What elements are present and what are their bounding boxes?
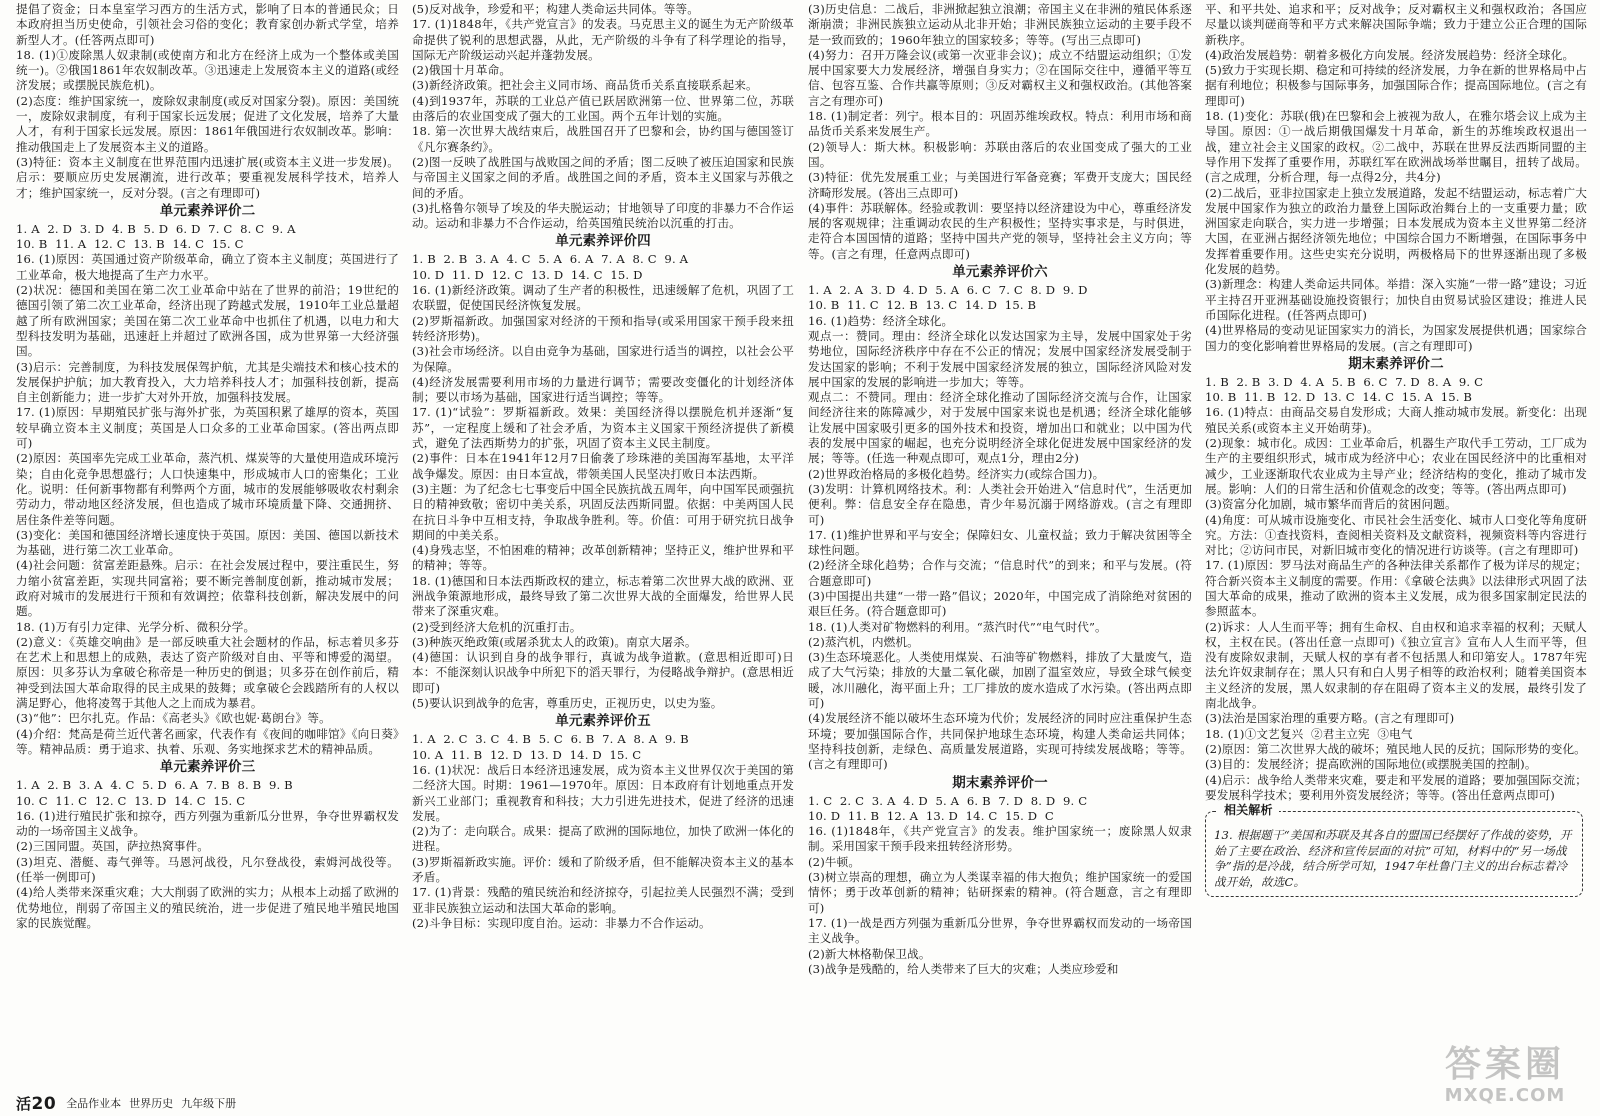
answer-paragraph: (3)特征：优先发展重工业；与美国进行军备竞赛；军费开支庞大；国民经济畸形发展。(答出三点即可) [808,170,1192,200]
answer-paragraph: 18. (1)制定者：列宁。根本目的：巩固苏维埃政权。特点：利用市场和商品货币关系来发展生产。 [808,109,1192,139]
answer-paragraph: (2)诉求：人人生而平等；拥有生命权、自由权和追求幸福的权利；天赋人权，主权在民。(答出任意一点即可)《独立宣言》宣布人人生而平等，但没有废除奴隶制，天赋人权的享有者不包括黑人和印第安人。1787年宪法允许奴隶制存在；黑人只有和白人男子相等的政治权利；随着美国资本主义经济的发展，黑人奴隶制的存在阻碍了资本主义的发展，最终引发了南北战争。 [1205,619,1587,711]
page-prefix: 活 [16,1094,32,1113]
grade-name: 九年级下册 [181,1097,237,1110]
answer-paragraph: (4)启示：战争给人类带来灾难，要走和平发展的道路；要加强国际交流；要发展科学技术；要利用外资发展经济；等等。(答出任意两点即可) [1205,772,1587,802]
answer-paragraph: 16. (1)原因：英国通过资产阶级革命，确立了资本主义制度；英国进行了工业革命，极大地提高了生产力水平。 [16,252,399,282]
answer-paragraph: (3)新经济政策。把社会主义同市场、商品货币关系直接联系起来。 [412,78,758,93]
page-number [16,1093,56,1114]
answer-paragraph: 17. (1)“试验”：罗斯福新政。效果：美国经济得以摆脱危机并逐渐“复苏”，一定程度上缓和了社会矛盾，为资本主义国家干预经济提供了新模式，避免了法西斯势力的扩张，巩固了资本主义民主制度。 [412,405,794,451]
answer-paragraph: (2)意义：《英雄交响曲》是一部反映重大社会题材的作品，标志着贝多芬在艺术上和思想上的成熟，表达了资产阶级对自由、平等和博爱的渴望。原因：贝多芬认为拿破仑称帝是一种历史的倒退；贝多芬在创作前后，精神受到法国大革命取得的民主成果的鼓舞；或拿破仑会践踏所有的人权以满足野心，他将凌驾于其他人之上而成为暴君。 [16,634,399,711]
answer-paragraph: 18. 第一次世界大战结束后，战胜国召开了巴黎和会，协约国与德国签订《凡尔赛条约》。 [412,124,794,154]
answer-paragraph: (2)斗争目标：实现印度自治。运动：非暴力不合作运动。 [412,915,711,930]
answer-paragraph: 1. B 2. B 3. D 4. A 5. B 6. C 7. D 8. A 9. C [1205,374,1484,389]
answer-paragraph: 观点二：不赞同。理由：经济全球化推动了国际经济交流与合作，让国家间经济往来的陈障减少，对于发展中国家来说也是机遇；经济全球化能够让发展中国家吸引更多的国外技术和投资，增加出口和就业；以中国为代表的发展中国家的崛起，也充分说明经济全球化促进发展中国家经济的发展；等等。(任选一种观点即可，观点1分，理由2分) [808,390,1192,466]
answer-paragraph: 18. (1)①废除黑人奴隶制(或使南方和北方在经济上成为一个整体或美国统一)。②俄国1861年农奴制改革。③迅速走上发展资本主义的道路(或经济发展；或摆脱民族危机)。 [16,47,399,93]
answer-paragraph: (3)主题：为了纪念七七事变后中国全民族抗战五周年，向中国军民顽强抗日的精神致敬；密切中美关系，巩固反法西斯同盟。依据：中美两国人民在抗日斗争中互相支持，争取战争胜利。等。价值：可用于研究抗日战争期间的中美关系。 [412,481,794,542]
answer-paragraph: (3)中国提出共建“一带一路”倡议；2020年，中国完成了消除绝对贫困的艰巨任务。(符合题意即可) [808,588,1192,619]
answer-paragraph: (2)经济全球化趋势；合作与交流；“信息时代”的到来；和平与发展。(符合题意即可) [808,558,1192,588]
answer-paragraph: (2)牛顿。 [808,854,861,869]
answer-paragraph: 18. (1)①文艺复兴 ②君主立宪 ③电气 [1205,726,1413,741]
answer-paragraph: (4)努力：召开万隆会议(或第一次亚非会议)；成立不结盟运动组织；①发展中国家要大力发展经济，增强自身实力；②在国际交往中，遵循平等互信、包容互鉴、合作共赢等原则；③反对霸权主义和强权政治。(其他答案言之有理亦可) [808,47,1192,108]
answer-paragraph: (4)角度：可从城市设施变化、市民社会生活变化、城市人口变化等角度研究。方法：①查找资料，查阅相关资料及文献资料，视频资料等内容进行对比；②访问市民，对新旧城市变化的情况进行访谈等。(言之有理即可) [1205,512,1587,558]
answer-paragraph: (2)态度：维护国家统一，废除奴隶制度(或反对国家分裂)。原因：美国统一，废除奴隶制度，有利于国家长远发展；促进了文化发展，培养了大量人才，有利于国家长远发展。原因：1861年俄国进行农奴制改革。影响：推动俄国走上了发展资本主义的道路。 [16,93,399,154]
answer-paragraph: 10. D 11. B 12. A 13. D 14. C 15. D C [808,808,1054,823]
answer-column-1 [16,2,399,1087]
answer-paragraph: (3)历史信息：二战后，非洲掀起独立浪潮；帝国主义在非洲的殖民体系逐渐崩溃；非洲民族独立运动从北非开始；非洲民族独立运动的主要手段不是一致而致的；1960年独立的国家较多；等等。(写出三点即可) [808,2,1192,47]
answer-paragraph: (2)原因：英国率先完成工业革命，蒸汽机、煤炭等的大量使用造成环境污染；自由化竞争思想盛行；人口快速集中，形成城市人口的密集化；工业化。说明：任何新事物都有利弊两个方面，城市的发展能够吸收农村剩余劳动力，带动地区经济发展，但也造成了城市环境质量下降、交通拥挤、居住条件差等问题。 [16,451,399,527]
answer-paragraph: (3)社会市场经济。以自由竞争为基础，国家进行适当的调控，以社会公平为保障。 [412,344,794,374]
answer-paragraph: 1. A 2. D 3. D 4. B 5. D 6. D 7. C 8. C 9. A [16,221,296,236]
answer-paragraph: 16. (1)特点：由商品交易自发形成；大商人推动城市发展。新变化：出现殖民关系(或资本主义开始萌芽)。 [1205,405,1587,435]
answer-paragraph: 17. (1)1848年，《共产党宣言》的发表。马克思主义的诞生为无产阶级革命提供了锐利的思想武器，从此，无产阶级的斗争有了科学理论的指导，国际无产阶级运动兴起并蓬勃发展。 [412,17,794,62]
answer-paragraph: 17. (1)原因：早期殖民扩张与海外扩张，为英国积累了雄厚的资本，英国较早确立资本主义制度；英国是人口众多的工业革命国家。(答出两点即可) [16,405,399,451]
answer-paragraph: (2)世界政治格局的多极化趋势。经济实力(或综合国力)。 [808,466,1105,481]
answer-column-3 [808,2,1192,1087]
answer-paragraph: (3)战争是残酷的，给人类带来了巨大的灾难；人类应珍爱和 [808,961,1119,976]
answer-paragraph: (4)政治发展趋势：朝着多极化方向发展。经济发展趋势：经济全球化。 [1205,47,1575,62]
answer-paragraph: 16. (1)进行殖民扩张和掠夺，西方列强为重新瓜分世界，争夺世界霸权发动的一场帝国主义战争。 [16,808,399,839]
answer-paragraph: 10. B 11. C 12. B 13. C 14. D 15. B [808,298,1037,313]
answer-paragraph: (5)反对战争，珍爱和平；构建人类命运共同体。等等。 [412,2,699,16]
answer-paragraph: 16. (1)趋势：经济全球化。 [808,313,954,328]
answer-paragraph: 16. (1)状况：战后日本经济迅速发展，成为资本主义世界仅次于美国的第二经济大国。时期：1961—1970年。原因：日本政府有计划地重点开发新兴工业部门；重视教育和科技；大力引进先进技术，促进了经济的迅速发展。 [412,762,794,823]
page-number-value: 20 [31,1093,57,1114]
answer-paragraph: 1. A 2. A 3. D 4. D 5. A 6. C 7. C 8. D 9. D [808,283,1088,298]
page-footer [16,1094,244,1112]
answer-paragraph: 18. (1)德国和日本法西斯政权的建立，标志着第二次世界大战的欧洲、亚洲战争策源地形成，最终导致了第二次世界大战的全面爆发，给世界人民带来了深重灾难。 [412,573,794,619]
answer-paragraph: (3)新理念：构建人类命运共同体。举措：深入实施“一带一路”建设；习近平主持召开亚洲基础设施投资银行；加快自由贸易试验区建设；推进人民币国际化进程。(任答两点即可) [1205,277,1587,322]
section-heading: 单元素养评价二 [159,202,256,219]
answer-paragraph: (3)生态环境恶化。人类使用煤炭、石油等矿物燃料，排放了大量废气，造成了大气污染；排放的大量二氧化碳，加剧了温室效应，导致全球气候变暖，冰川融化，海平面上升；工厂排放的废水造成了水污染。(答出两点即可) [808,650,1192,711]
answer-paragraph: (4)介绍：梵高是荷兰近代著名画家，代表作有《夜间的咖啡馆》《向日葵》等。精神品质：勇于追求、执着、乐观、务实地探求艺术的精神品质。 [16,726,399,756]
answer-paragraph: (2)事件：日本在1941年12月7日偷袭了珍珠港的美国海军基地，太平洋战争爆发。原因：由日本宣战，带领美国人民坚决打败日本法西斯。 [412,451,794,481]
answer-paragraph: 17. (1)一战是西方列强为重新瓜分世界，争夺世界霸权而发动的一场帝国主义战争。 [808,915,1192,946]
answer-paragraph: 1. A 2. C 3. C 4. B 5. C 6. B 7. A 8. A 9. B [412,732,689,747]
answer-paragraph: (2)领导人：斯大林。积极影响：苏联由落后的农业国变成了强大的工业国。 [808,139,1192,169]
answer-paragraph: 提倡了资金；日本皇室学习西方的生活方式，影响了日本的普通民众；日本政府担当历史使命，引领社会习俗的变化；教育家创办新式学堂，培养新型人才。(任答两点即可) [16,2,399,47]
answer-paragraph: (3)扎格鲁尔领导了埃及的华夫脱运动；甘地领导了印度的非暴力不合作运动。运动和非暴力不合作运动，给英国殖民统治以沉重的打击。 [412,200,794,231]
answer-paragraph: 18. (1)变化：苏联(俄)在巴黎和会上被视为敌人，在雅尔塔会议上成为主导国。原因：①一战后期俄国爆发十月革命，新生的苏维埃政权退出一战，建立社会主义国家的政权。②二战中，苏联在世界反法西斯同盟的主导作用下发挥了重要作用，苏联红军在欧洲战场举世瞩目，扭转了战局。(言之成理，分析合理，每一点得2分，共4分) [1205,109,1587,185]
answer-paragraph: (2)原因：第二次世界大战的破坏；殖民地人民的反抗；国际形势的变化。 [1205,741,1586,756]
answer-paragraph: 18. (1)人类对矿物燃料的利用。“蒸汽时代”“电气时代”。 [808,619,1107,634]
answer-column-2 [412,2,794,1087]
answer-paragraph: 1. B 2. B 3. A 4. C 5. A 6. A 7. A 8. C 9. A [412,252,689,267]
answer-paragraph: (4)德国：认识到自身的战争罪行，真诚为战争道歉。(意思相近即可)日本：不能深刻认识战争中所犯下的滔天罪行，为侵略战争辩护。(意思相近即可) [412,650,794,695]
section-heading: 单元素养评价四 [555,233,651,250]
analysis-note-text: 13. 根据题干“美国和苏联及其各自的盟国已经摆好了作战的姿势，开始了主要在政治、经济和宣传层面的对抗”可知，材料中的“另一场战争”指的是冷战，结合所学可知，1947年杜鲁门主义的出台标志着冷战开始，故选C。 [1214,828,1572,889]
answer-paragraph: (3)特征：资本主义制度在世界范围内迅速扩展(或资本主义进一步发展)。启示：要顺应历史发展潮流，进行改革；要重视发展科学技术，培养人才；维护国家统一，反对分裂。(言之有理即可) [16,154,399,200]
answer-paragraph: (2)图一反映了战胜国与战败国之间的矛盾；图二反映了被压迫国家和民族与帝国主义国家之间的矛盾。战胜国之间的矛盾，资本主义国家与苏俄之间的矛盾。 [412,154,794,200]
answer-paragraph: (4)社会问题：贫富差距悬殊。启示：在社会发展过程中，要注重民生，努力缩小贫富差距，实现共同富裕；要不断完善制度创新，推动城市发展；政府对城市的发展进行干预和有效调控；依靠科技创新，解决发展中的问题。 [16,558,399,619]
answer-paragraph: (3)罗斯福新政实施。评价：缓和了阶级矛盾，但不能解决资本主义的基本矛盾。 [412,854,794,885]
answer-paragraph: 17. (1)原因：罗马法对商品生产的各种法律关系都作了极为详尽的规定；符合新兴资本主义制度的需要。作用：《拿破仑法典》以法律形式巩固了法国大革命的成果，推动了欧洲的资本主义发展，成为很多国家制定民法的参照蓝本。 [1205,558,1587,619]
answer-paragraph: (2)三国同盟。英国，萨拉热窝事件。 [16,839,210,854]
answer-paragraph: (4)经济发展需要利用市场的力量进行调节；需要改变僵化的计划经济体制；要以市场为基础，国家进行适当调控；等等。 [412,374,794,405]
answer-paragraph: (4)世界格局的变动见证国家实力的消长，为国家发展提供机遇；国家综合国力的变化影响着世界格局的发展。(言之有理即可) [1205,323,1587,353]
answer-paragraph: 10. B 11. B 12. D 13. C 14. C 15. A 15. B [1205,390,1473,405]
answer-paragraph: (2)蒸汽机，内燃机。 [808,634,919,649]
answer-paragraph: (2)二战后，亚非拉国家走上独立发展道路，发起不结盟运动，标志着广大发展中国家作为独立的政治力量登上国际政治舞台上的一支重要力量；欧洲国家走向联合，实力进一步增强；日本发展成为资本主义世界第二经济大国，在亚洲占据经济领先地位；中国综合国力不断增强，在国际事务中发挥着重要作用。这些史实充分说明，两极格局下的世界逐渐出现了多极化发展的趋势。 [1205,185,1587,277]
answer-paragraph: 16. (1)1848年，《共产党宣言》的发表。维护国家统一；废除黑人奴隶制。采用国家干预手段来扭转经济形势。 [808,824,1192,854]
answer-paragraph: 10. A 11. B 12. D 13. D 14. D 15. C [412,747,642,762]
answer-paragraph: (2)罗斯福新政。加强国家对经济的干预和指导(或采用国家干预手段来扭转经济形势)。 [412,313,794,343]
answer-paragraph: 10. B 11. A 12. C 13. B 14. C 15. C [16,237,244,252]
analysis-note-title: 相关解析 [1218,803,1279,819]
answer-paragraph: (3)目的：发展经济；提高欧洲的国际地位(或摆脱美国的控制)。 [1205,757,1537,772]
watermark-en: MXQE.COM [1444,1085,1566,1106]
section-heading: 期末素养评价二 [1348,355,1444,372]
watermark-cn: 答案圈 [1444,1044,1565,1085]
answer-paragraph: (2)状况：德国和美国在第二次工业革命中站在了世界的前沿；19世纪的德国引领了第二次工业革命，经济出现了跨越式发展，1910年工业总量超越了所有欧洲国家；美国在第二次工业革命中也抓住了机遇，以电力和大型科技发明为基础，迅速赶上并超过了欧洲各国，成为世界第一大经济强国。 [16,283,399,359]
answer-paragraph: 观点一：赞同。理由：经济全球化以发达国家为主导，发展中国家处于劣势地位，国际经济秩序中存在不公正的情况；发展中国家经济发展受制于发达国家的影响；不利于发展中国家经济发展的独立，国际经济风险对发展中国家的发展的影响进一步加大；等等。 [808,328,1192,389]
answer-paragraph: 10. D 11. D 12. C 13. D 14. C 15. D [412,267,643,282]
answer-paragraph: (4)身残志坚，不怕困难的精神；改革创新精神；坚持正义，维护世界和平的精神；等等。 [412,543,794,573]
answer-paragraph: (2)受到经济大危机的沉重打击。 [412,619,582,634]
section-heading: 单元素养评价五 [555,713,651,730]
answer-paragraph: (3)“他”：巴尔扎克。作品：《高老头》《欧也妮·葛朗台》等。 [16,711,331,726]
section-heading: 单元素养评价六 [952,264,1048,281]
answer-paragraph: (3)资富分化加剧，城市繁华而背后的贫困问题。 [1205,497,1457,512]
section-heading: 单元素养评价三 [159,759,256,776]
answer-column-4 [1205,2,1587,1087]
answer-paragraph: (3)启示：完善制度，为科技发展保驾护航，尤其是尖端技术和核心技术的发展保护护航；加大教育投入，大力培养科技人才；加强科技创新，提高自主创新能力；进一步扩大对外开放，加强科技发展。 [16,359,399,405]
answer-paragraph: 16. (1)新经济政策。调动了生产者的积极性，迅速缓解了危机，巩固了工农联盟，促使国民经济恢复发展。 [412,283,794,313]
answer-paragraph: 17. (1)维护世界和平与安全；保障妇女、儿童权益；致力于解决贫困等全球性问题。 [808,527,1192,558]
answer-paragraph: (4)发展经济不能以破坏生态环境为代价；发展经济的同时应注重保护生态环境；要加强国际合作，共同保护地球生态环境，构建人类命运共同体；坚持科技创新，走绿色、高质量发展道路，实现可持续发展战略；等等。(言之有理即可) [808,711,1192,772]
answer-paragraph: (4)给人类带来深重灾难；大大削弱了欧洲的实力；从根本上动摇了欧洲的优势地位，削弱了帝国主义的殖民统治，进一步促进了殖民地半殖民地国家的民族觉醒。 [16,885,399,930]
section-heading: 期末素养评价一 [952,774,1048,791]
answer-paragraph: (3)树立崇高的理想，确立为人类谋幸福的伟大抱负；维护国家统一的爱国情怀；勇于改革创新的精神；钻研探索的精神。(符合题意，言之有理即可) [808,870,1192,915]
answer-paragraph: (3)发明：计算机网络技术。利：人类社会开始进入“信息时代”，生活更加便利。弊：信息安全存在隐患，青少年易沉溺于网络游戏。(言之有理即可) [808,481,1192,527]
answer-paragraph: (3)种族灭绝政策(或屠杀犹太人的政策)。南京大屠杀。 [412,634,697,649]
answer-paragraph: (4)事件：苏联解体。经验或教训：要坚持以经济建设为中心，尊重经济发展的客观规律；注重调动农民的生产积极性；坚持实事求是，与时俱进，走符合本国国情的道路；坚持中国共产党的领导，坚持社会主义方向；等等。(言之有理，任意两点即可) [808,200,1192,261]
answer-paragraph: (3)坦克、潜艇、毒气弹等。马恩河战役，凡尔登战役，索姆河战役等。(任举一例即可) [16,854,399,885]
answer-paragraph: (2)新大林格勒保卫战。 [808,946,931,961]
answer-paragraph: 17. (1)背景：残酷的殖民统治和经济掠夺，引起拉美人民强烈不满；受到亚非民族独立运动和法国大革命的影响。 [412,885,794,915]
series-name: 全品作业本 [66,1097,122,1110]
answer-paragraph: (5)要认识到战争的危害，尊重历史，正视历史，以史为鉴。 [412,696,723,711]
answer-paragraph: 平、和平共处、追求和平；反对战争；反对霸权主义和强权政治；各国应尽量以谈判磋商等和平方式来解决国际争端；致力于建立公正合理的国际新秩序。 [1205,2,1587,47]
answer-paragraph: 18. (1)万有引力定律、光学分析、微积分学。 [16,619,256,634]
answer-paragraph: (3)变化：美国和德国经济增长速度快于英国。原因：美国、德国以新技术为基础，进行第二次工业革命。 [16,527,399,558]
answer-paragraph: 1. A 2. B 3. A 4. C 5. D 6. A 7. B 8. B 9. B [16,778,293,793]
analysis-note-box [1205,803,1583,897]
answer-paragraph: (3)法治是国家治理的重要方略。(言之有理即可) [1205,711,1455,726]
answer-paragraph: (2)现象：城市化。成因：工业革命后，机器生产取代手工劳动，工厂成为生产的主要组织形式，城市成为经济中心；农业在国民经济中的比重相对减少，工业逐渐取代农业成为主导产业；经济结构的变化，推动了城市发展。影响：人们的日常生活和价值观念的改变；等等。(答出两点即可) [1205,436,1587,496]
answer-paragraph: 10. C 11. C 12. C 13. D 14. C 15. C [16,793,246,808]
subject-name: 世界历史 [129,1097,174,1110]
answer-paragraph: (4)到1937年，苏联的工业总产值已跃居欧洲第一位、世界第二位，苏联由落后的农业国变成了强大的工业国。两个五年计划的实施。 [412,93,794,124]
answer-paragraph: (2)俄国十月革命。 [412,63,512,78]
answer-paragraph: 1. C 2. C 3. A 4. D 5. A 6. B 7. D 8. D 9. C [808,793,1088,808]
answer-paragraph: (2)为了：走向联合。成果：提高了欧洲的国际地位，加快了欧洲一体化的进程。 [412,824,794,854]
site-watermark [1420,1045,1590,1111]
answer-paragraph: (5)致力于实现长期、稳定和可持续的经济发展，力争在新的世界格局中占据有利地位；积极参与国际事务，加强国际合作；提高国际地位。(言之有理即可) [1205,63,1587,108]
